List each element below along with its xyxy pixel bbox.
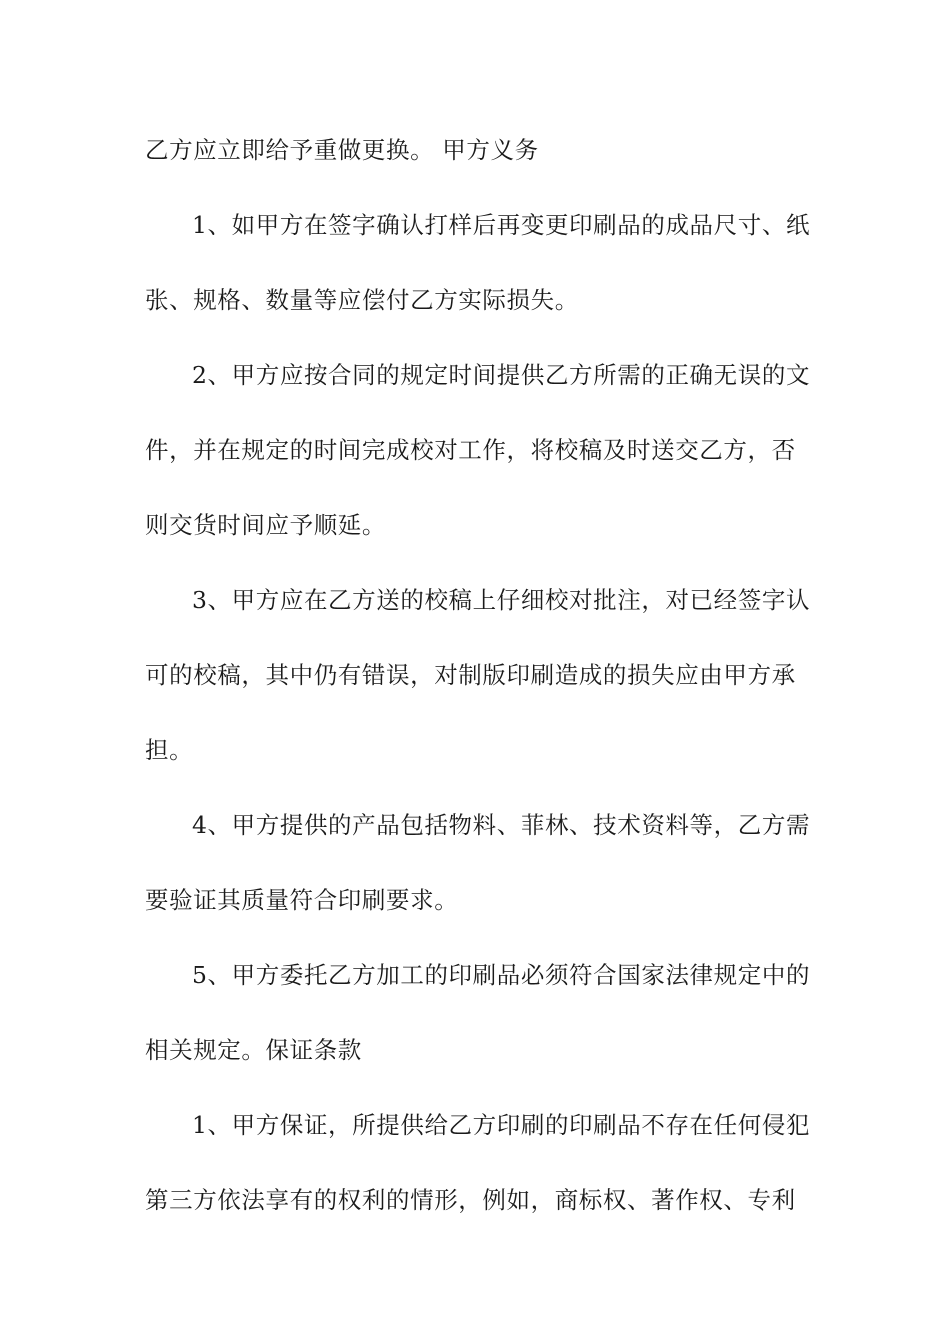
text-line: 3、甲方应在乙方送的校稿上仔细校对批注，对已经签字认 <box>192 586 811 614</box>
text-line: 乙方应立即给予重做更换。 甲方义务 <box>145 136 539 164</box>
text-line: 担。 <box>145 736 194 764</box>
text-line: 件，并在规定的时间完成校对工作，将校稿及时送交乙方，否 <box>145 436 796 464</box>
text-line: 可的校稿，其中仍有错误，对制版印刷造成的损失应由甲方承 <box>145 661 796 689</box>
text-line: 张、规格、数量等应偿付乙方实际损失。 <box>145 286 579 314</box>
text-line: 则交货时间应予顺延。 <box>145 511 386 539</box>
text-line: 1、如甲方在签字确认打样后再变更印刷品的成品尺寸、纸 <box>192 211 811 239</box>
text-line: 2、甲方应按合同的规定时间提供乙方所需的正确无误的文 <box>192 361 811 389</box>
text-line: 1、甲方保证，所提供给乙方印刷的印刷品不存在任何侵犯 <box>192 1111 811 1139</box>
text-line: 要验证其质量符合印刷要求。 <box>145 886 459 914</box>
text-line: 5、甲方委托乙方加工的印刷品必须符合国家法律规定中的 <box>192 961 811 989</box>
text-line: 4、甲方提供的产品包括物料、菲林、技术资料等，乙方需 <box>192 811 811 839</box>
text-line: 第三方依法享有的权利的情形，例如，商标权、著作权、专利 <box>145 1186 796 1214</box>
text-line: 相关规定。保证条款 <box>145 1036 362 1064</box>
